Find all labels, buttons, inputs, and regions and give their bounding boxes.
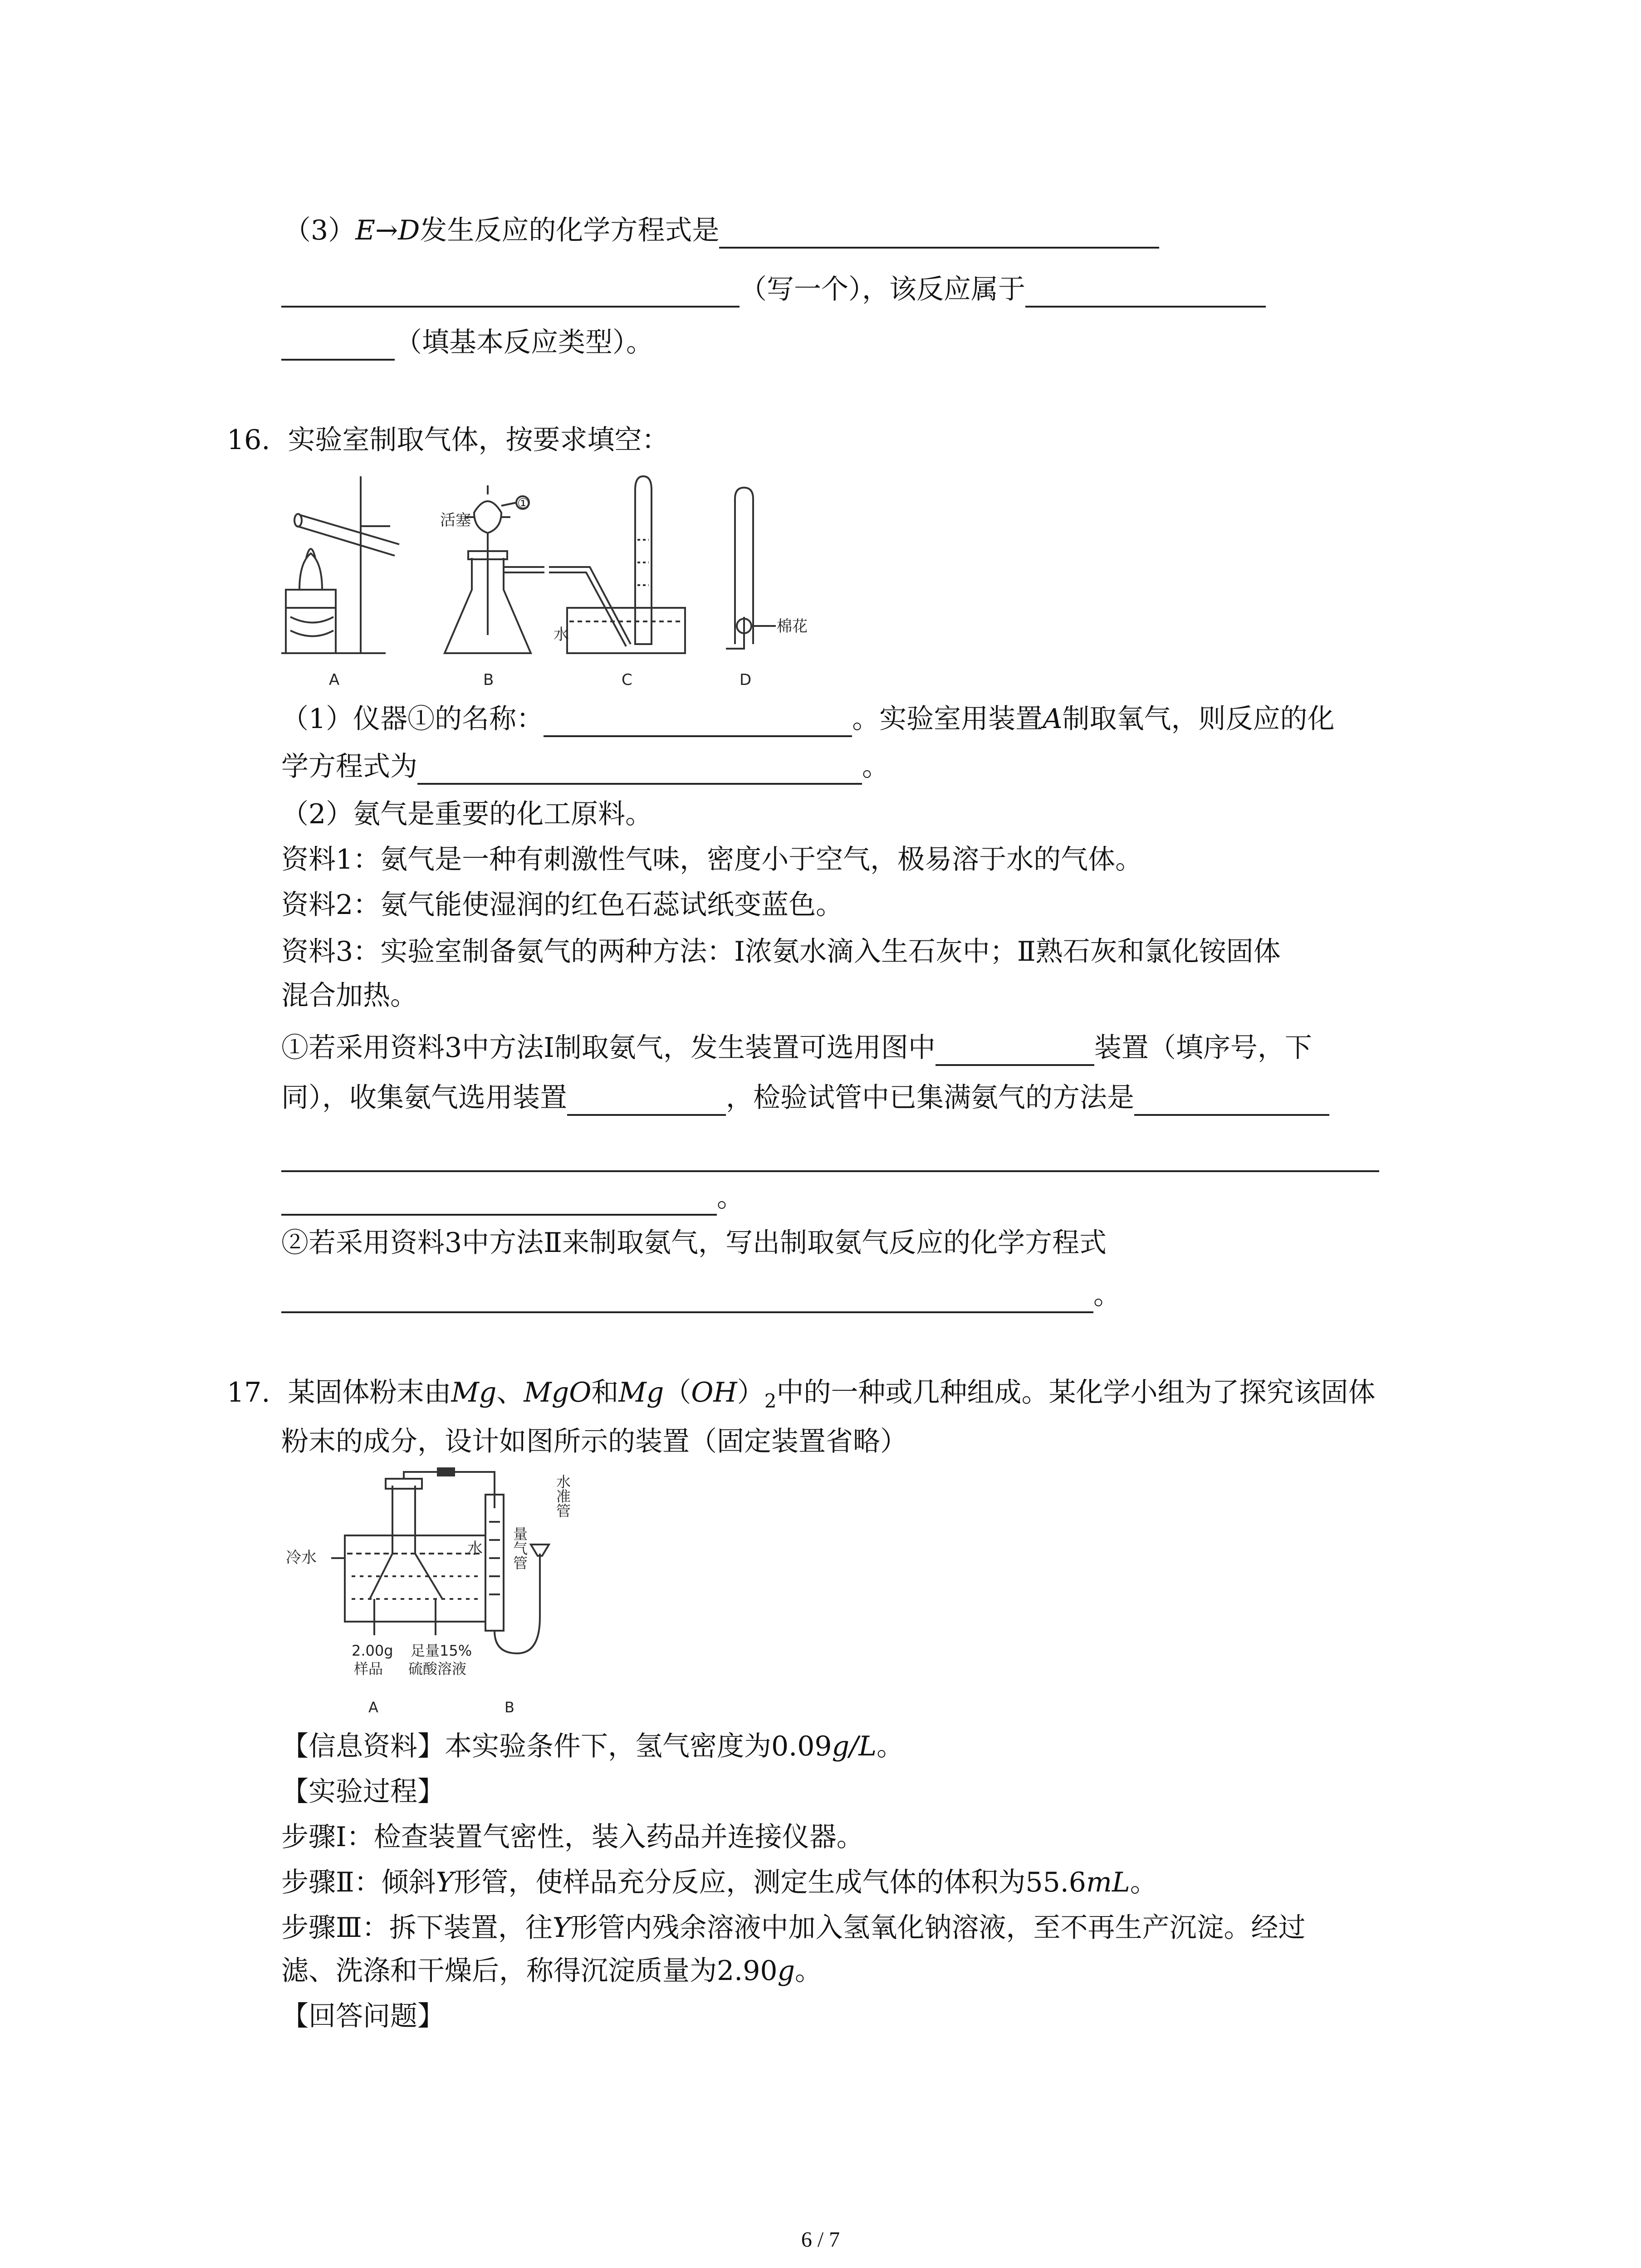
- info-text: 资料3：实验室制备氨气的两种方法：Ⅰ浓氨水滴入生石灰中；Ⅱ熟石灰和氯化铵固体: [281, 936, 1281, 968]
- answer-blank[interactable]: [281, 1283, 1093, 1313]
- question-text: 粉末的成分，设计如图所示的装置（固定装置省略）: [281, 1426, 907, 1457]
- apparatus-drawing: [272, 1467, 617, 1721]
- q15-part3-line3: [281, 324, 653, 361]
- question-text: 中的一种或几种组成。某化学小组为了探究该固体: [776, 1377, 1376, 1408]
- formula-d: D: [398, 215, 420, 246]
- info-text: 资料1：氨气是一种有刺激性气味，密度小于空气，极易溶于水的气体。: [281, 844, 1143, 875]
- label-a: A: [329, 671, 340, 689]
- q16-info2: [281, 887, 843, 923]
- formula-e: E: [355, 215, 375, 246]
- subscript: 2: [764, 1390, 777, 1412]
- apparatus-d: [726, 488, 776, 649]
- device-var: A: [1043, 703, 1063, 735]
- question-text: 制取氧气，则反应的化: [1062, 703, 1335, 735]
- question-text: ，检验试管中已集满氨气的方法是: [726, 1082, 1134, 1114]
- gas-tube-label: 量气管: [511, 1526, 528, 1570]
- section-head: 【信息资料】: [281, 1730, 445, 1762]
- info-text: 本实验条件下，氢气密度为0.09: [445, 1730, 832, 1762]
- connecting-tube: [404, 1472, 495, 1508]
- label-c: C: [622, 671, 632, 689]
- label-b: B: [483, 671, 494, 689]
- q15-part3-line2: [281, 271, 1266, 308]
- answer-blank[interactable]: [567, 1086, 726, 1116]
- step-text: 形管，使样品充分反应，测定生成气体的体积为55.6: [454, 1867, 1086, 1898]
- q16-apparatus-figure: [272, 472, 817, 699]
- question-text: 某固体粉末由: [288, 1377, 451, 1408]
- formula-mg: Mg: [451, 1377, 497, 1408]
- water-label: 水: [554, 626, 569, 644]
- q16-info1: [281, 841, 1142, 878]
- sample-mass-label: 2.00g: [352, 1642, 393, 1659]
- punct: 。: [717, 1182, 744, 1213]
- unit: g/L: [832, 1730, 877, 1762]
- question-number: 16.: [227, 424, 270, 456]
- question-number: 17.: [227, 1377, 270, 1408]
- formula-mgo: MgO: [524, 1377, 592, 1408]
- q16-part1-line2: [281, 748, 889, 785]
- cotton-label: 棉花: [777, 617, 808, 635]
- apparatus-c: [549, 476, 685, 653]
- punct: （: [664, 1377, 691, 1408]
- q16-sub1-line1: [281, 1030, 1312, 1066]
- q17-step3: [281, 1910, 1305, 1946]
- punct: 。: [877, 1730, 904, 1762]
- q17-step1: [281, 1819, 864, 1855]
- question-text: （2）氨气是重要的化工原料。: [281, 798, 653, 830]
- instrument-mark: ①: [517, 496, 529, 512]
- q16-sub1-line2: [281, 1080, 1329, 1116]
- info-text: 混合加热。: [281, 980, 417, 1012]
- sample-label: 样品: [354, 1660, 383, 1677]
- var-y: Y: [436, 1867, 454, 1898]
- section-head: 【实验过程】: [281, 1776, 445, 1808]
- punct: 。: [862, 751, 889, 782]
- q16-part2: [281, 796, 652, 832]
- question-text: 和: [591, 1377, 619, 1408]
- punct: 。: [1130, 1867, 1157, 1898]
- answer-blank[interactable]: [544, 707, 852, 737]
- arrow-glyph: →: [375, 215, 398, 246]
- question-text: ②若采用资料3中方法Ⅱ来制取氨气，写出制取氨气反应的化学方程式: [281, 1227, 1107, 1259]
- q15-part3-line1: [284, 212, 1159, 249]
- q16-info3-line1: [281, 934, 1281, 970]
- formula-oh: OH: [691, 1377, 737, 1408]
- var-y: Y: [552, 1912, 571, 1944]
- apparatus-b: [445, 485, 544, 653]
- y-tube: [370, 1486, 442, 1599]
- cold-water-label: 冷水: [286, 1549, 317, 1567]
- page-number: 6 / 7: [801, 2228, 840, 2252]
- formula-mg-oh: Mg: [618, 1377, 664, 1408]
- info-text: 资料2：氨气能使湿润的红色石蕊试纸变蓝色。: [281, 889, 843, 921]
- question-text: （1）仪器①的名称：: [281, 703, 544, 735]
- q17-line1: [227, 1374, 1375, 1419]
- acid-label-2: 硫酸溶液: [408, 1660, 467, 1677]
- apparatus-a: [281, 476, 399, 653]
- step-text: 步骤Ⅲ：拆下装置，往: [281, 1912, 553, 1944]
- answer-blank[interactable]: [1134, 1086, 1329, 1116]
- q16-info3-line2: [281, 978, 417, 1014]
- q16-sub1-line4: [281, 1179, 744, 1216]
- level-tube-label: 水准管: [554, 1474, 571, 1518]
- answer-blank[interactable]: [417, 755, 862, 785]
- q16-sub2-line1: [281, 1225, 1107, 1261]
- punct: 、: [496, 1377, 524, 1408]
- step-text: 滤、洗涤和干燥后，称得沉淀质量为2.90: [281, 1955, 778, 1987]
- unit: g: [777, 1955, 795, 1987]
- step-text: 步骤Ⅰ：检查装置气密性，装入药品并连接仪器。: [281, 1821, 864, 1853]
- q17-info: [281, 1728, 904, 1765]
- q17-step2: [281, 1864, 1157, 1901]
- answer-blank[interactable]: [936, 1036, 1094, 1066]
- step-text: 形管内残余溶液中加入氢氧化钠溶液，至不再生产沉淀。经过: [570, 1912, 1306, 1944]
- question-text: 。实验室用装置: [852, 703, 1043, 735]
- question-text: 发生反应的化学方程式是: [420, 215, 720, 246]
- q17-apparatus-figure: [272, 1467, 617, 1721]
- q16-part1-line1: [281, 701, 1335, 737]
- question-text: ①若采用资料3中方法Ⅰ制取氨气，发生装置可选用图中: [281, 1032, 936, 1064]
- answer-blank[interactable]: [281, 1186, 717, 1216]
- apparatus-drawing: [272, 472, 817, 699]
- stopcock-label: 活塞: [440, 511, 471, 529]
- part-label: （3）: [284, 215, 356, 246]
- answer-blank[interactable]: [281, 331, 395, 361]
- acid-label-1: 足量15%: [411, 1642, 472, 1659]
- q17-answer-head: [281, 1998, 445, 2034]
- question-text: （填基本反应类型）。: [395, 327, 653, 358]
- label-a: A: [368, 1699, 378, 1716]
- step-text: 步骤Ⅱ：倾斜: [281, 1867, 436, 1898]
- section-head: 【回答问题】: [281, 2000, 445, 2032]
- answer-blank[interactable]: [281, 278, 740, 308]
- q16-title-line: [227, 422, 669, 458]
- q17-proc-head: [281, 1774, 445, 1810]
- label-b: B: [505, 1699, 514, 1716]
- q16-sub2-line2: [281, 1277, 1121, 1313]
- punct: ）: [737, 1377, 764, 1408]
- question-text: 同），收集氨气选用装置: [281, 1082, 567, 1114]
- gas-burette: [485, 1495, 504, 1631]
- question-text: （写一个），该反应属于: [740, 274, 1025, 305]
- question-text: 学方程式为: [281, 751, 417, 782]
- punct: 。: [1093, 1279, 1121, 1311]
- answer-blank[interactable]: [719, 219, 1159, 249]
- question-title: 实验室制取气体，按要求填空：: [288, 424, 669, 456]
- answer-blank-full[interactable]: [281, 1170, 1379, 1172]
- label-d: D: [740, 671, 752, 689]
- question-text: 装置（填序号，下: [1094, 1032, 1312, 1064]
- unit: mL: [1086, 1867, 1130, 1898]
- q17-line2: [281, 1423, 907, 1460]
- answer-blank[interactable]: [1025, 278, 1266, 308]
- water-label: 水: [467, 1540, 483, 1558]
- punct: 。: [795, 1955, 823, 1987]
- q17-step4: [281, 1953, 822, 1989]
